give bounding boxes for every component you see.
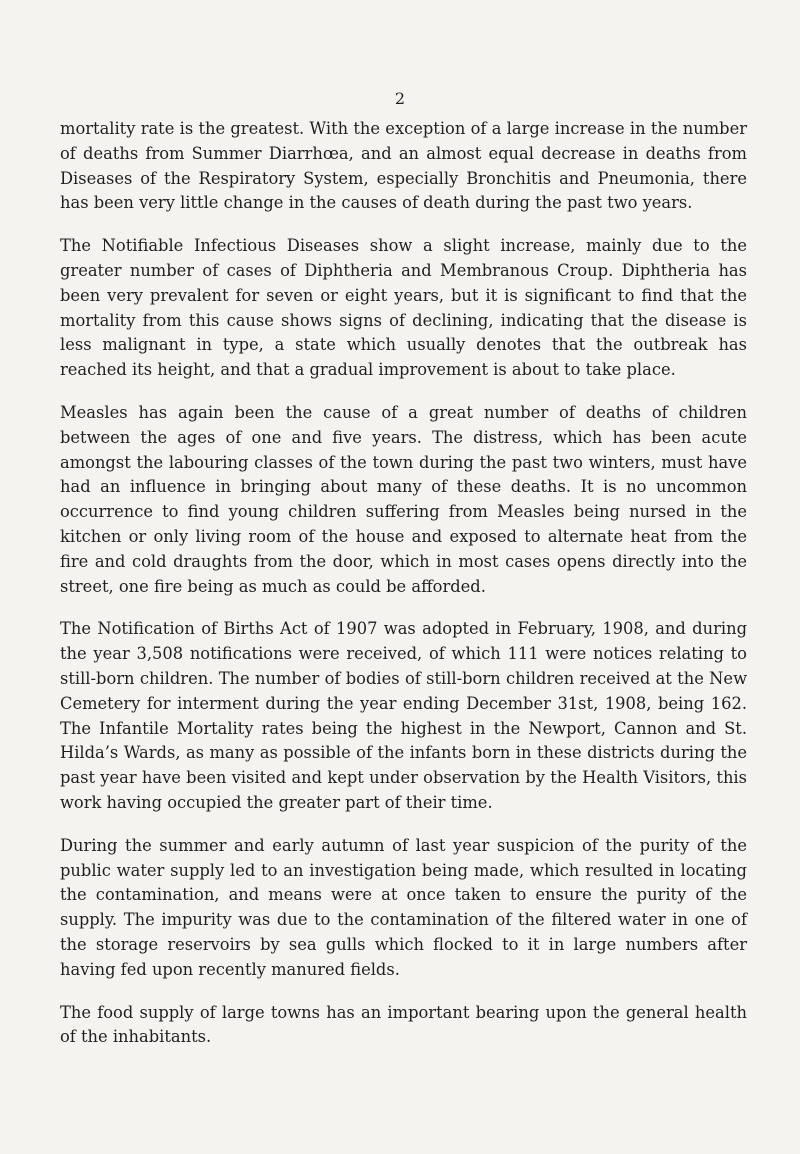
page-number: 2 [394, 89, 406, 108]
paragraph-notification-of-births: The Notification of Births Act of 1907 was adopted in February, 1908, and during the year 3,508 notifications were received, of which 111 were notices relating to still-born children. The number of bodies of still-born children received at the New Cemetery for interment during the year ending December 31st, 1908, being 162. The Infantile Mortality rates being the highest in the Newport, Cannon and St. Hilda’s Wards, as many as possible of the infants born in these districts during the past year have been visited and kept under observation by the Health Visitors, this work having occupied the greater part of their time. [60, 619, 747, 812]
paragraph-infectious-diseases: The Notifiable Infectious Diseases show a slight increase, mainly due to the greater number of cases of Diphtheria and Membranous Croup. Diphtheria has been very prevalent for seven or eight years, but it is significant to find that the mortality from this cause shows signs of declining, indicating that the disease is less malignant in type, a state which usually denotes that the outbreak has reached its height, and that a gradual improvement is about to take place. [60, 236, 747, 380]
paragraph-mortality-summary: mortality rate is the greatest. With the exception of a large increase in the number of deaths from Summer Diarrhœa, and an almost equal decrease in deaths from Diseases of the Respiratory System, especially Bronchitis and Pneumonia, there has been very little change in the causes of death during the past two years. [60, 119, 747, 213]
paragraph-water-supply: During the summer and early autumn of last year suspicion of the purity of the public water supply led to an investigation being made, which resulted in locating the contamination, and means were at once taken to ensure the purity of the supply. The impurity was due to the contamination of the filtered water in one of the storage reservoirs by sea gulls which flocked to it in large numbers after having fed upon recently manured fields. [60, 835, 747, 979]
paragraph-measles: Measles has again been the cause of a great number of deaths of children between the ages of one and five years. The distress, which has been acute amongst the labouring classes of the town during the past two winters, must have had an influence in bringing about many of these deaths. It is no uncommon occurrence to find young children suffering from Measles being nursed in the kitchen or only living room of the house and exposed to alternate heat from the fire and cold draughts from the door, which in most cases opens directly into the street, one fire being as much as could be afforded. [60, 402, 747, 596]
body-text [60, 117, 747, 1068]
paragraph-food-supply: The food supply of large towns has an important bearing upon the general health of the inhabitants. [60, 1002, 747, 1047]
